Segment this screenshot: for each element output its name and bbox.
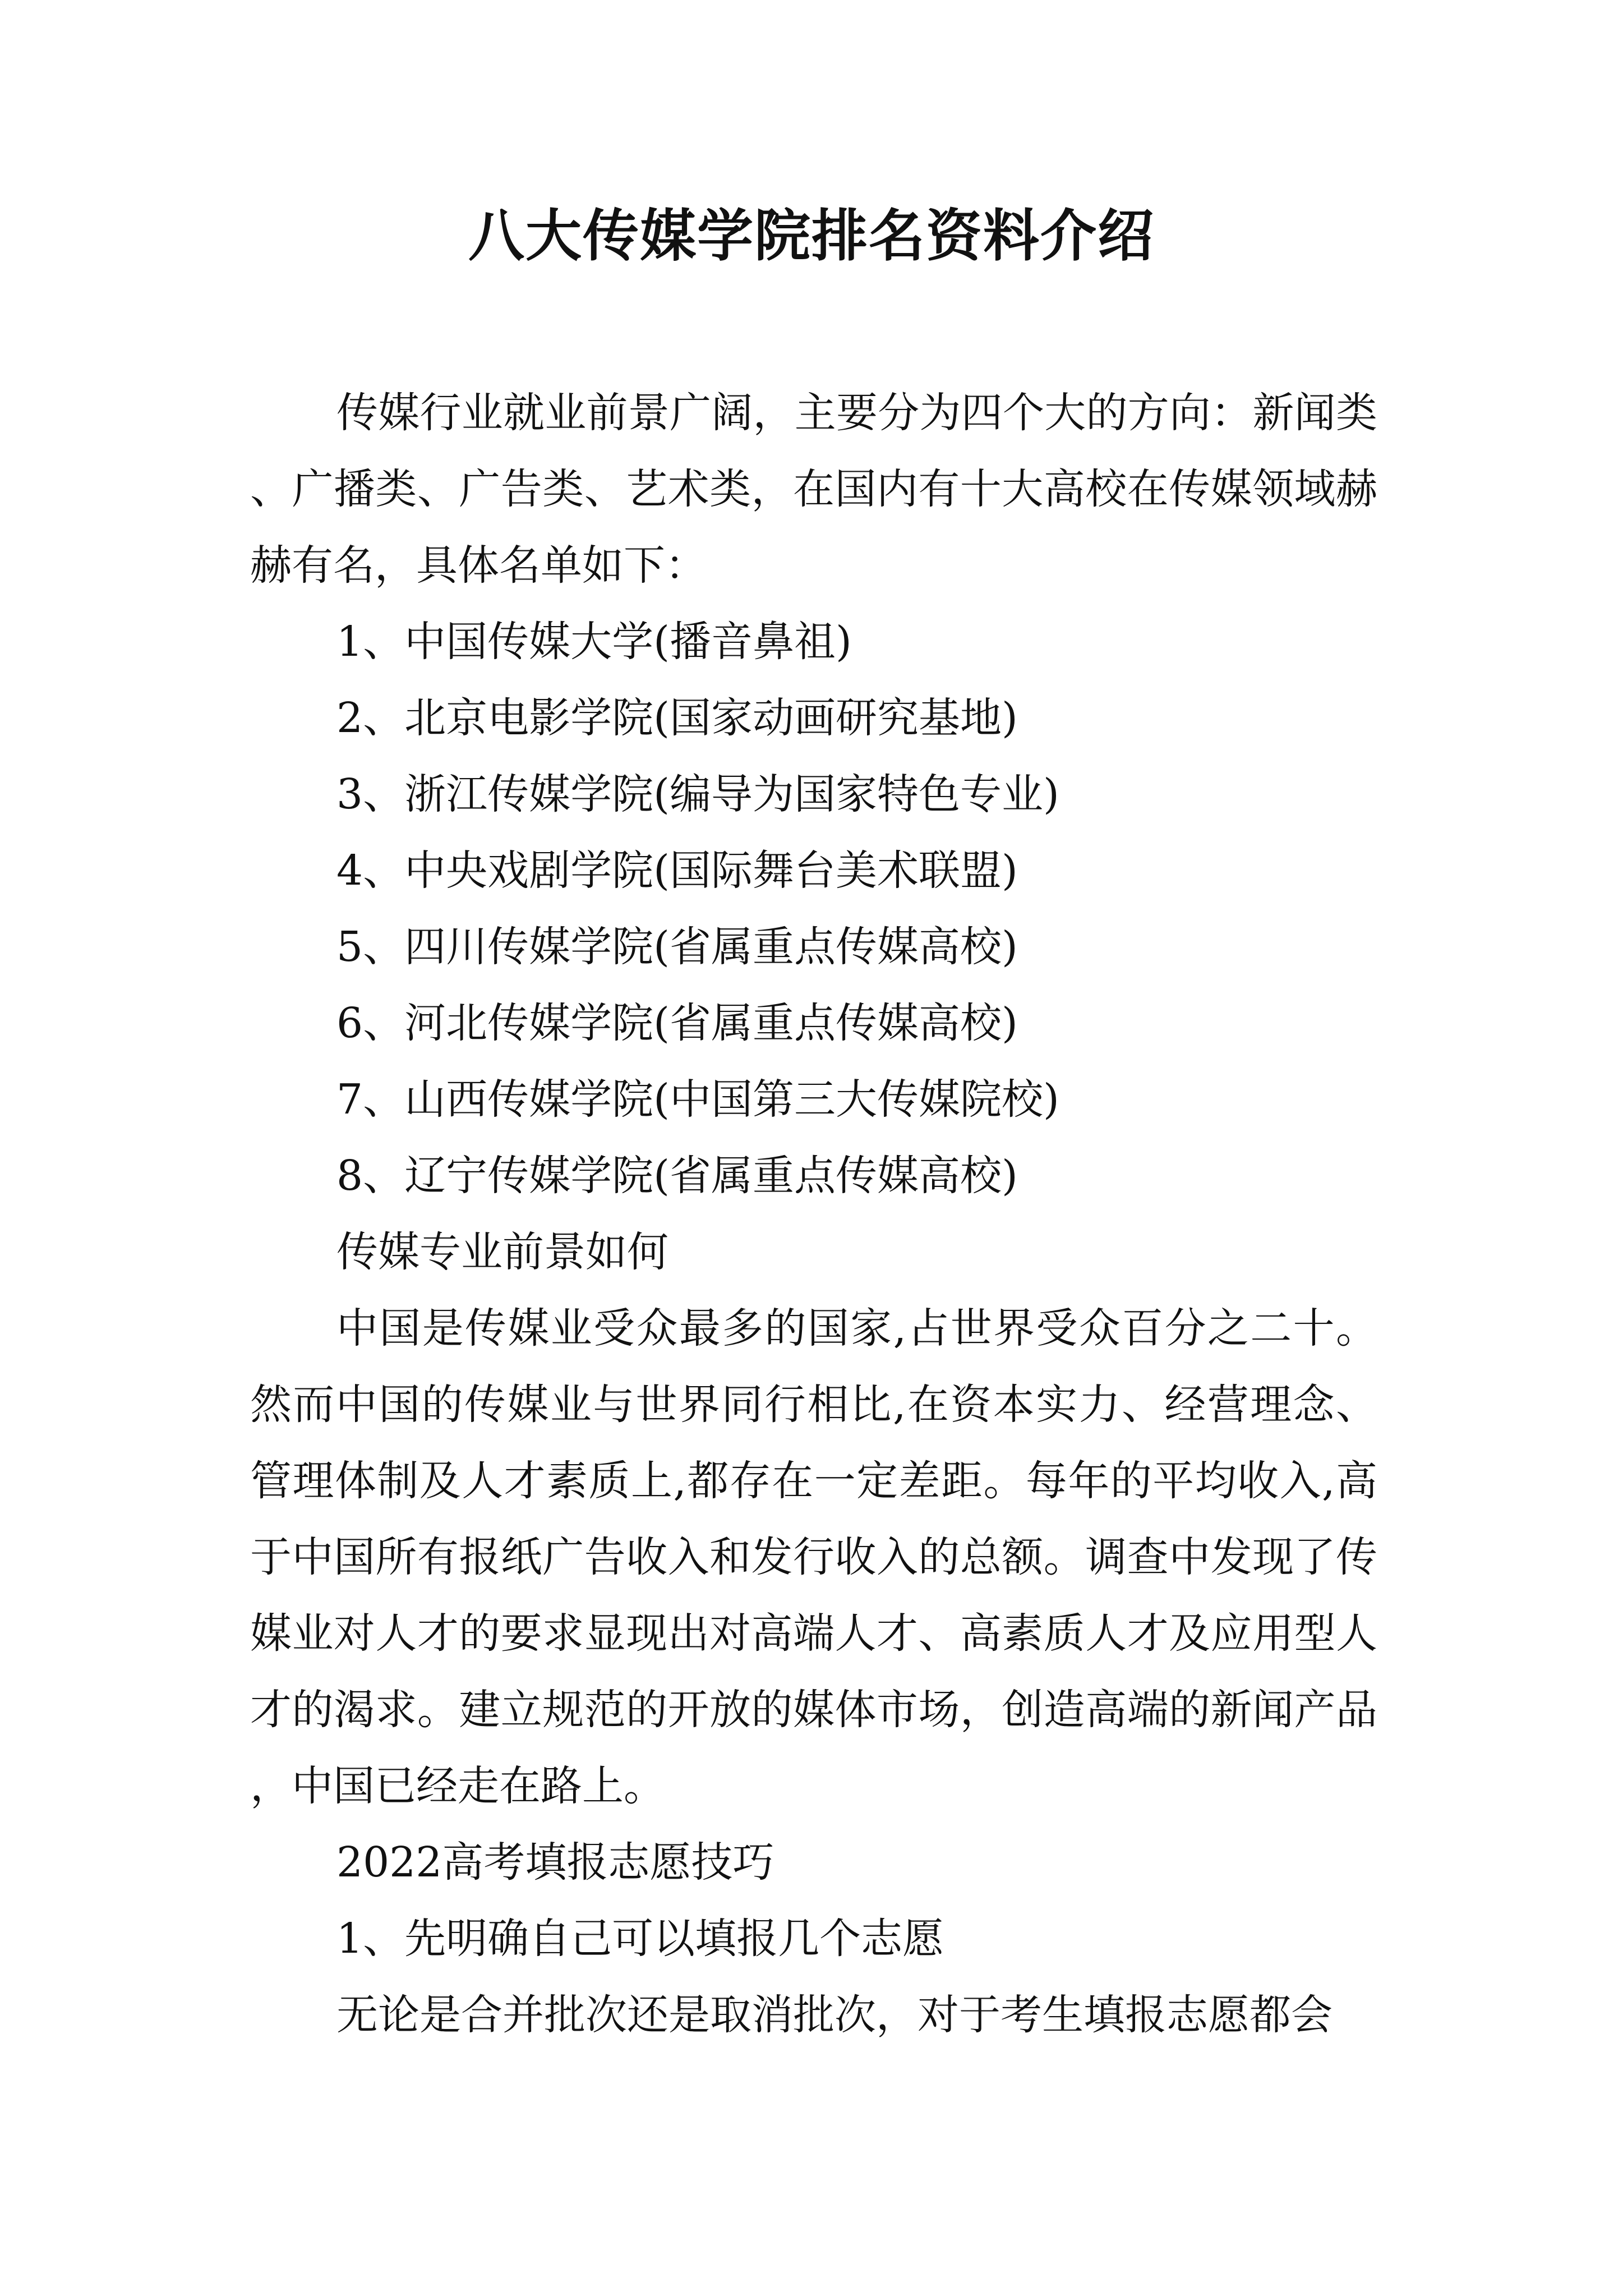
- document-title: 八大传媒学院排名资料介绍: [468, 203, 1155, 269]
- school-list-item: 7、山西传媒学院(中国第三大传媒院校): [336, 1075, 1059, 1124]
- school-list-item: 2、北京电影学院(国家动画研究基地): [336, 694, 1018, 742]
- prospects-paragraph: 中国是传媒业受众最多的国家,占世界受众百分之二十。然而中国的传媒业与世界同行相比,在资本实力、经营理念、管理体制及人才素质上,都存在一定差距。每年的平均收入,高于中国所有报纸广告收入和发行收入的总额。调查中发现了传媒业对人才的要求显现出对高端人才、高素质人才及应用型人才的渴求。建立规范的开放的媒体市场，创造高端的新闻产品，中国已经走在路上。: [250, 1304, 1377, 1810]
- tip-1-heading: 1、先明确自己可以填报几个志愿: [336, 1915, 944, 1963]
- school-list-item: 5、四川传媒学院(省属重点传媒高校): [336, 923, 1018, 971]
- prospects-heading: 传媒专业前景如何: [336, 1228, 668, 1276]
- tips-heading: 2022高考填报志愿技巧: [336, 1838, 774, 1887]
- school-list: [250, 604, 1377, 1214]
- school-list-item: 6、河北传媒学院(省属重点传媒高校): [336, 999, 1018, 1047]
- document-body: [250, 375, 1377, 2053]
- school-list-item: 8、辽宁传媒学院(省属重点传媒高校): [336, 1152, 1018, 1200]
- school-list-item: 3、浙江传媒学院(编导为国家特色专业): [336, 770, 1059, 818]
- school-list-item: 1、中国传媒大学(播音鼻祖): [336, 618, 852, 666]
- school-list-item: 4、中央戏剧学院(国际舞台美术联盟): [336, 846, 1018, 895]
- intro-paragraph: 传媒行业就业前景广阔，主要分为四个大的方向：新闻类、广播类、广告类、艺术类，在国内有十大高校在传媒领域赫赫有名，具体名单如下：: [250, 389, 1377, 590]
- tip-1-paragraph: 无论是合并批次还是取消批次，对于考生填报志愿都会: [336, 1991, 1332, 2039]
